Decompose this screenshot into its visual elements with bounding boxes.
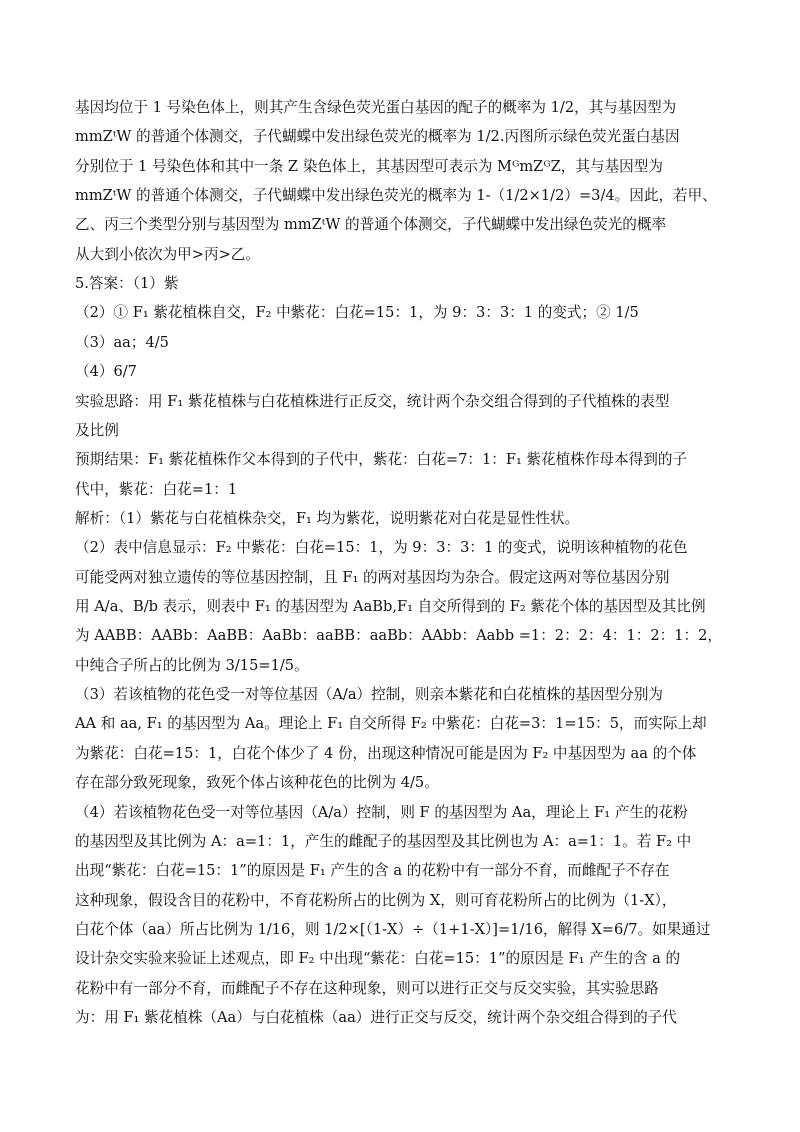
text-line: 可能受两对独立遗传的等位基因控制，且 F₁ 的两对基因均为杂合。假定这两对等位基因分别 — [75, 569, 670, 586]
text-line: 乙、丙三个类型分别与基因型为 mmZᵗW 的普通个体测交，子代蝴蝶中发出绿色荧光的概率 — [75, 216, 667, 233]
text-line: 中纯合子所占的比例为 3/15=1/5。 — [75, 657, 309, 674]
text-line: 花粉中有一部分不育，而雌配子不存在这种现象，则可以进行正交与反交实验，其实验思路 — [75, 980, 659, 997]
text-line: 设计杂交实验来验证上述观点，即 F₂ 中出现“紫花：白花=15：1”的原因是 F₁ 产生的含 a 的 — [75, 950, 681, 967]
text-line: （2）① F₁ 紫花植株自交，F₂ 中紫花：白花=15：1，为 9：3：3：1 的变式；② 1/5 — [75, 304, 639, 321]
text-line: 白花个体（aa）所占比例为 1/16，则 1/2×[（1-X）÷（1+1-X）]=1/16，解得 X=6/7。如果通过 — [75, 921, 711, 938]
text-line: 分别位于 1 号染色体和其中一条 Z 染色体上，其基因型可表示为 MᴳmZᴳZ，其与基因型为 — [75, 158, 663, 175]
text-line: 5.答案：（1）紫 — [75, 275, 179, 292]
text-line: 出现“紫花：白花=15：1”的原因是 F₁ 产生的含 a 的花粉中有一部分不育，而雌配子不存在 — [75, 862, 670, 879]
text-line: 用 A/a、B/b 表示，则表中 F₁ 的基因型为 AaBb,F₁ 自交所得到的 F₂ 紫花个体的基因型及其比例 — [75, 598, 706, 615]
text-line: （2）表中信息显示：F₂ 中紫花：白花=15：1，为 9：3：3：1 的变式，说明该种植物的花色 — [75, 539, 688, 556]
text-line: 这种现象，假设含目的花粉中，不育花粉所占的比例为 X，则可育花粉所占的比例为（1-X）， — [75, 892, 677, 909]
text-line: AA 和 aa, F₁ 的基因型为 Aa。理论上 F₁ 自交所得 F₂ 中紫花：白花=3：1=15：5，而实际上却 — [75, 715, 707, 732]
text-line: 为：用 F₁ 紫花植株（Aa）与白花植株（aa）进行正交与反交，统计两个杂交组合得到的子代 — [75, 1009, 677, 1026]
text-line: 存在部分致死现象，致死个体占该种花色的比例为 4/5。 — [75, 774, 439, 791]
text-line: 预期结果：F₁ 紫花植株作父本得到的子代中，紫花：白花=7：1：F₁ 紫花植株作母本得到的子 — [75, 451, 688, 468]
text-line: （3）若该植物的花色受一对等位基因（A/a）控制，则亲本紫花和白花植株的基因型分别为 — [75, 686, 664, 703]
text-line: 及比例 — [75, 422, 119, 439]
text-line: 代中，紫花：白花=1：1 — [75, 481, 238, 498]
text-line: （3）aa；4/5 — [75, 334, 169, 351]
text-line: 从大到小依次为甲>丙>乙。 — [75, 246, 260, 263]
text-line: 基因均位于 1 号染色体上，则其产生含绿色荧光蛋白基因的配子的概率为 1/2，其与基因型为 — [75, 99, 677, 116]
text-line: 为紫花：白花=15：1，白花个体少了 4 份，出现这种情况可能是因为 F₂ 中基因型为 aa 的个体 — [75, 745, 697, 762]
text-line: mmZᵗW 的普通个体测交，子代蝴蝶中发出绿色荧光的概率为 1-（1/2×1/2）=3/4。因此，若甲、 — [75, 187, 717, 204]
text-line: 解析：（1）紫花与白花植株杂交，F₁ 均为紫花，说明紫花对白花是显性性状。 — [75, 510, 580, 527]
text-line: 的基因型及其比例为 A：a=1：1，产生的雌配子的基因型及其比例也为 A：a=1：1。若 F₂ 中 — [75, 833, 692, 850]
text-line: 为 AABB：AABb：AaBB：AaBb：aaBB：aaBb：AAbb：Aabb =1：2：2：4：1：2：1：2， — [75, 627, 722, 644]
text-line: （4）6/7 — [75, 363, 137, 380]
text-line: mmZᵗW 的普通个体测交，子代蝴蝶中发出绿色荧光的概率为 1/2.丙图所示绿色荧光蛋白基因 — [75, 128, 680, 145]
text-line: 实验思路：用 F₁ 紫花植株与白花植株进行正反交，统计两个杂交组合得到的子代植株的表型 — [75, 393, 670, 410]
text-line: （4）若该植物花色受一对等位基因（A/a）控制，则 F 的基因型为 Aa，理论上 F₁ 产生的花粉 — [75, 804, 688, 821]
